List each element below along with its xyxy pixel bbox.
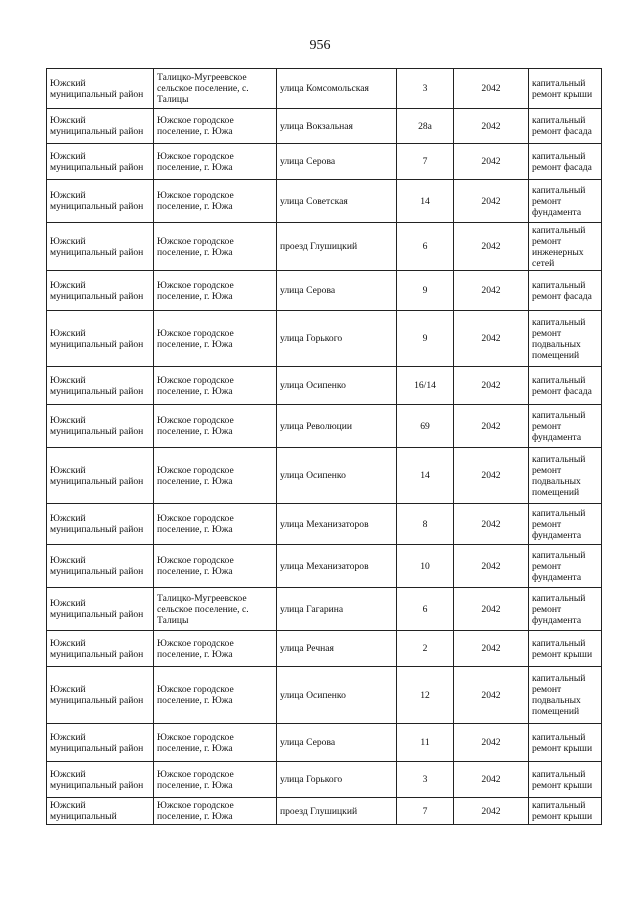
district-cell: Южский муниципальный район xyxy=(47,448,154,504)
street-cell: улица Серова xyxy=(277,144,397,180)
work-type-cell: капитальный ремонт крыши xyxy=(529,69,602,109)
year-cell: 2042 xyxy=(454,762,529,798)
table-row xyxy=(47,69,602,109)
table-row xyxy=(47,631,602,667)
street-cell: улица Серова xyxy=(277,724,397,762)
work-type-cell: капитальный ремонт инженерных сетей xyxy=(529,223,602,271)
house-number-cell: 8 xyxy=(397,504,454,545)
settlement-cell: Южское городское поселение, г. Южа xyxy=(154,504,277,545)
street-cell: улица Горького xyxy=(277,311,397,367)
settlement-cell: Южское городское поселение, г. Южа xyxy=(154,667,277,724)
table-row xyxy=(47,180,602,223)
table-body xyxy=(47,69,602,825)
work-type-cell: капитальный ремонт крыши xyxy=(529,762,602,798)
year-cell: 2042 xyxy=(454,69,529,109)
house-number-cell: 9 xyxy=(397,271,454,311)
district-cell: Южский муниципальный район xyxy=(47,223,154,271)
table-row xyxy=(47,588,602,631)
house-number-cell: 6 xyxy=(397,588,454,631)
district-cell: Южский муниципальный район xyxy=(47,504,154,545)
house-number-cell: 12 xyxy=(397,667,454,724)
street-cell: улица Вокзальная xyxy=(277,109,397,144)
settlement-cell: Южское городское поселение, г. Южа xyxy=(154,405,277,448)
house-number-cell: 2 xyxy=(397,631,454,667)
house-number-cell: 6 xyxy=(397,223,454,271)
year-cell: 2042 xyxy=(454,631,529,667)
district-cell: Южский муниципальный район xyxy=(47,367,154,405)
street-cell: улица Речная xyxy=(277,631,397,667)
year-cell: 2042 xyxy=(454,448,529,504)
district-cell: Южский муниципальный район xyxy=(47,109,154,144)
work-type-cell: капитальный ремонт подвальных помещений xyxy=(529,667,602,724)
table-row xyxy=(47,667,602,724)
settlement-cell: Южское городское поселение, г. Южа xyxy=(154,311,277,367)
table-row xyxy=(47,271,602,311)
work-type-cell: капитальный ремонт фасада xyxy=(529,367,602,405)
year-cell: 2042 xyxy=(454,271,529,311)
table-row xyxy=(47,545,602,588)
work-type-cell: капитальный ремонт фасада xyxy=(529,144,602,180)
house-number-cell: 69 xyxy=(397,405,454,448)
year-cell: 2042 xyxy=(454,223,529,271)
settlement-cell: Южское городское поселение, г. Южа xyxy=(154,762,277,798)
work-type-cell: капитальный ремонт фундамента xyxy=(529,405,602,448)
district-cell: Южский муниципальный район xyxy=(47,69,154,109)
district-cell: Южский муниципальный район xyxy=(47,667,154,724)
house-number-cell: 9 xyxy=(397,311,454,367)
street-cell: улица Гагарина xyxy=(277,588,397,631)
table-row xyxy=(47,109,602,144)
table-row xyxy=(47,448,602,504)
settlement-cell: Южское городское поселение, г. Южа xyxy=(154,448,277,504)
page-number: 956 xyxy=(309,38,331,53)
settlement-cell: Талицко-Мугреевское сельское поселение, с. Талицы xyxy=(154,588,277,631)
settlement-cell: Южское городское поселение, г. Южа xyxy=(154,180,277,223)
settlement-cell: Южское городское поселение, г. Южа xyxy=(154,271,277,311)
table-row xyxy=(47,311,602,367)
work-type-cell: капитальный ремонт фундамента xyxy=(529,504,602,545)
table-row xyxy=(47,724,602,762)
street-cell: проезд Глушицкий xyxy=(277,223,397,271)
house-number-cell: 10 xyxy=(397,545,454,588)
street-cell: улица Механизаторов xyxy=(277,504,397,545)
housing-repair-table xyxy=(46,68,602,825)
district-cell: Южский муниципальный район xyxy=(47,271,154,311)
settlement-cell: Южское городское поселение, г. Южа xyxy=(154,724,277,762)
district-cell: Южский муниципальный район xyxy=(47,762,154,798)
house-number-cell: 14 xyxy=(397,448,454,504)
street-cell: улица Советская xyxy=(277,180,397,223)
street-cell: улица Горького xyxy=(277,762,397,798)
street-cell: улица Революции xyxy=(277,405,397,448)
house-number-cell: 16/14 xyxy=(397,367,454,405)
work-type-cell: капитальный ремонт фасада xyxy=(529,109,602,144)
work-type-cell: капитальный ремонт подвальных помещений xyxy=(529,311,602,367)
street-cell: проезд Глушицкий xyxy=(277,798,397,825)
district-cell: Южский муниципальный xyxy=(47,798,154,825)
year-cell: 2042 xyxy=(454,180,529,223)
house-number-cell: 7 xyxy=(397,798,454,825)
district-cell: Южский муниципальный район xyxy=(47,144,154,180)
district-cell: Южский муниципальный район xyxy=(47,631,154,667)
year-cell: 2042 xyxy=(454,667,529,724)
house-number-cell: 11 xyxy=(397,724,454,762)
settlement-cell: Южское городское поселение, г. Южа xyxy=(154,545,277,588)
district-cell: Южский муниципальный район xyxy=(47,180,154,223)
work-type-cell: капитальный ремонт фундамента xyxy=(529,180,602,223)
street-cell: улица Осипенко xyxy=(277,367,397,405)
street-cell: улица Комсомольская xyxy=(277,69,397,109)
table-row xyxy=(47,367,602,405)
settlement-cell: Южское городское поселение, г. Южа xyxy=(154,367,277,405)
year-cell: 2042 xyxy=(454,311,529,367)
year-cell: 2042 xyxy=(454,545,529,588)
table-row xyxy=(47,144,602,180)
district-cell: Южский муниципальный район xyxy=(47,545,154,588)
house-number-cell: 14 xyxy=(397,180,454,223)
table-row xyxy=(47,798,602,825)
work-type-cell: капитальный ремонт крыши xyxy=(529,798,602,825)
district-cell: Южский муниципальный район xyxy=(47,588,154,631)
table-row xyxy=(47,405,602,448)
year-cell: 2042 xyxy=(454,504,529,545)
year-cell: 2042 xyxy=(454,588,529,631)
settlement-cell: Южское городское поселение, г. Южа xyxy=(154,798,277,825)
settlement-cell: Южское городское поселение, г. Южа xyxy=(154,223,277,271)
street-cell: улица Механизаторов xyxy=(277,545,397,588)
work-type-cell: капитальный ремонт фундамента xyxy=(529,588,602,631)
year-cell: 2042 xyxy=(454,405,529,448)
house-number-cell: 3 xyxy=(397,762,454,798)
table-row xyxy=(47,504,602,545)
house-number-cell: 28а xyxy=(397,109,454,144)
year-cell: 2042 xyxy=(454,144,529,180)
year-cell: 2042 xyxy=(454,367,529,405)
district-cell: Южский муниципальный район xyxy=(47,724,154,762)
settlement-cell: Южское городское поселение, г. Южа xyxy=(154,109,277,144)
year-cell: 2042 xyxy=(454,724,529,762)
year-cell: 2042 xyxy=(454,109,529,144)
year-cell: 2042 xyxy=(454,798,529,825)
table-row xyxy=(47,762,602,798)
table-row xyxy=(47,223,602,271)
settlement-cell: Талицко-Мугреевское сельское поселение, с. Талицы xyxy=(154,69,277,109)
district-cell: Южский муниципальный район xyxy=(47,405,154,448)
street-cell: улица Серова xyxy=(277,271,397,311)
street-cell: улица Осипенко xyxy=(277,448,397,504)
work-type-cell: капитальный ремонт крыши xyxy=(529,724,602,762)
settlement-cell: Южское городское поселение, г. Южа xyxy=(154,144,277,180)
house-number-cell: 7 xyxy=(397,144,454,180)
work-type-cell: капитальный ремонт фундамента xyxy=(529,545,602,588)
house-number-cell: 3 xyxy=(397,69,454,109)
district-cell: Южский муниципальный район xyxy=(47,311,154,367)
street-cell: улица Осипенко xyxy=(277,667,397,724)
work-type-cell: капитальный ремонт фасада xyxy=(529,271,602,311)
work-type-cell: капитальный ремонт подвальных помещений xyxy=(529,448,602,504)
settlement-cell: Южское городское поселение, г. Южа xyxy=(154,631,277,667)
work-type-cell: капитальный ремонт крыши xyxy=(529,631,602,667)
